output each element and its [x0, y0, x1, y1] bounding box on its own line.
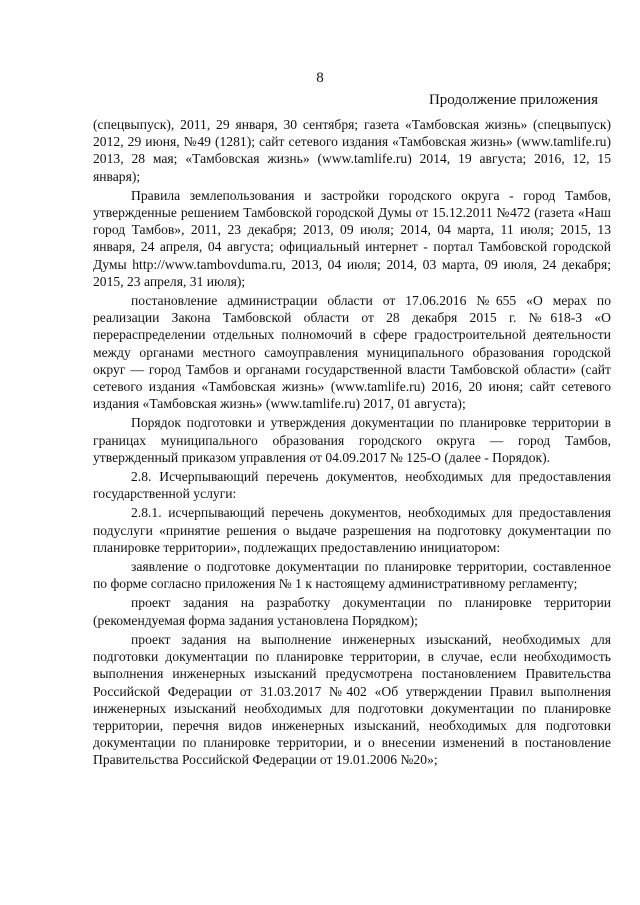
- paragraph-land-use-rules: Правила землепользования и застройки городского округа - город Тамбов, утвержденные решением Тамбовской городской Думы от 15.12.2011 №472 (газета «Наш город Тамбов», 2011, 23 декабря; 2013, 09 июля; 2014, 04 марта, 11 июля; 2015, 13 января, 24 апреля, 04 августа; официальный интернет - портал Тамбовской городской Думы http://www.tambovduma.ru, 2013, 04 июля; 2014, 03 марта, 09 июля, 24 декабря; 2015, 23 апреля, 31 июля);: [93, 187, 611, 289]
- paragraph-continued-sources: (спецвыпуск), 2011, 29 января, 30 сентября; газета «Тамбовская жизнь» (спецвыпуск) 2012, 29 июня, №49 (1281); сайт сетевого издания «Тамбовская жизнь» (www.tamlife.ru) 2013, 28 мая; «Тамбовская жизнь» (www.tamlife.ru) 2014, 19 августа; 2016, 12, 15 января);: [93, 117, 611, 184]
- paragraph-engineering-surveys: проект задания на выполнение инженерных изысканий, необходимых для подготовки документации по планировке территории, в случае, если необходимость выполнения инженерных изысканий предусмотрена постановлением Правительства Российской Федерации от 31.03.2017 №402 «Об утверждении Правил выполнения инженерных изысканий необходимых для подготовки документации по планировке территории, перечня видов инженерных изысканий, необходимых для подготовки документации по планировке территории, и о внесении изменений в постановление Правительства Российской Федерации от 19.01.2006 №20»;: [93, 631, 611, 768]
- paragraph-draft-task: проект задания на разработку документации по планировке территории (рекомендуемая форма задания установлена Порядком);: [93, 595, 611, 628]
- document-body: [93, 116, 611, 769]
- page-number: 8: [316, 70, 324, 86]
- paragraph-resolution-655: постановление администрации области от 17.06.2016 №655 «О мерах по реализации Закона Тамбовской области от 28 декабря 2015 г. №618-З «О перераспределении отдельных полномочий в сфере градостроительной деятельности между органами местного самоуправления муниципального образования городской округ — город Тамбов и органами государственной власти Тамбовской области» (сайт сетевого издания «Тамбовская жизнь» (www.tamlife.ru) 2016, 20 июня; сайт сетевого издания «Тамбовская жизнь» (www.tamlife.ru) 2017, 01 августа);: [93, 293, 611, 412]
- continuation-label: Продолжение приложения: [428, 92, 598, 108]
- paragraph-planning-procedure: Порядок подготовки и утверждения документации по планировке территории в границах муниципального образования городского округа — город Тамбов, утвержденный приказом управления от 04.09.2017 № 125-О (далее - Порядок).: [93, 415, 611, 465]
- paragraph-section-2-8-1: 2.8.1. исчерпывающий перечень документов, необходимых для предоставления подуслуги «принятие решения о выдаче разрешения на подготовку документации по планировке территории», подлежащих предоставлению инициатором:: [93, 505, 611, 555]
- paragraph-section-2-8: 2.8. Исчерпывающий перечень документов, необходимых для предоставления государственной услуги:: [93, 469, 611, 502]
- paragraph-application-form: заявление о подготовке документации по планировке территории, составленное по форме согласно приложения № 1 к настоящему административному регламенту;: [93, 559, 611, 592]
